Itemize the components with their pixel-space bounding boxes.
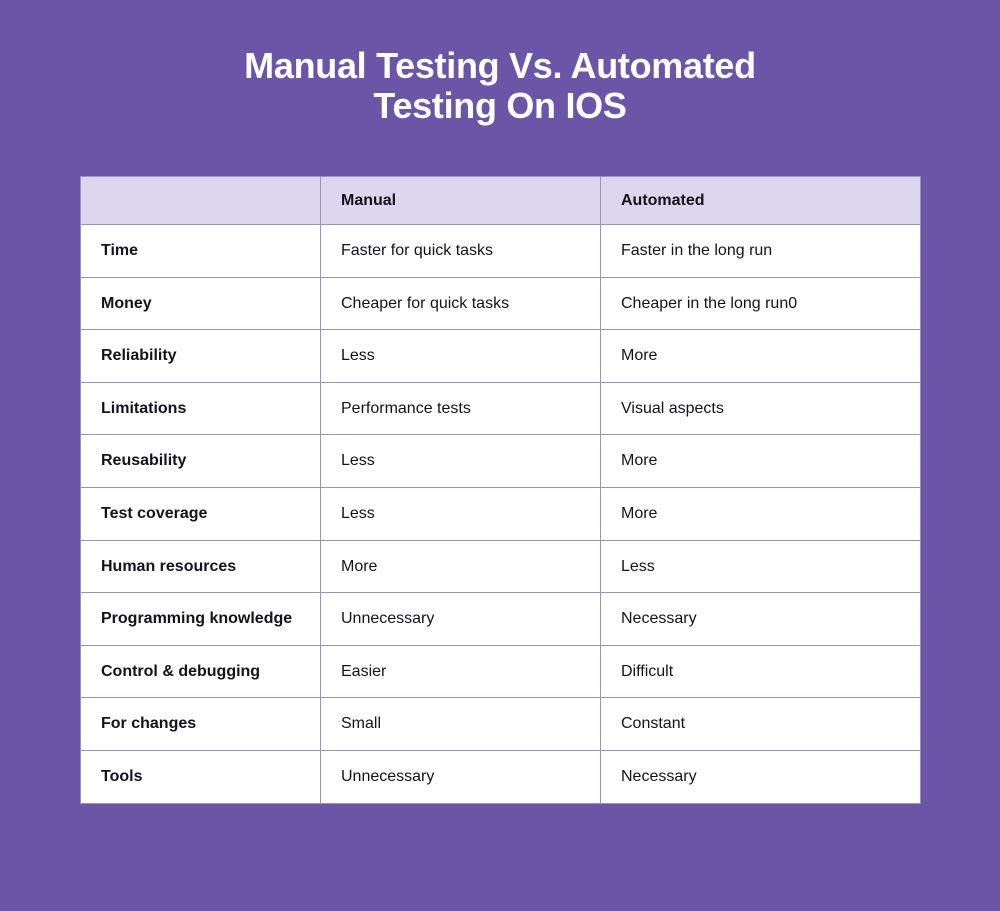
table-header-criterion [81, 177, 321, 225]
row-manual-value: Cheaper for quick tasks [321, 277, 601, 330]
table-body [81, 225, 921, 804]
row-automated-value: Faster in the long run [601, 225, 921, 278]
table-row [81, 540, 921, 593]
row-automated-value: More [601, 330, 921, 383]
row-criterion: Programming knowledge [81, 593, 321, 646]
table-header-automated: Automated [601, 177, 921, 225]
row-automated-value: Necessary [601, 593, 921, 646]
row-criterion: Test coverage [81, 487, 321, 540]
row-automated-value: More [601, 435, 921, 488]
comparison-table-wrapper [80, 176, 920, 804]
table-row [81, 750, 921, 803]
row-criterion: Limitations [81, 382, 321, 435]
row-automated-value: More [601, 487, 921, 540]
row-automated-value: Difficult [601, 645, 921, 698]
table-row [81, 593, 921, 646]
row-automated-value: Visual aspects [601, 382, 921, 435]
row-manual-value: Easier [321, 645, 601, 698]
row-criterion: Control & debugging [81, 645, 321, 698]
page-title [0, 0, 1000, 127]
row-automated-value: Less [601, 540, 921, 593]
page-title-line-2: Testing On IOS [373, 85, 627, 127]
row-criterion: Tools [81, 750, 321, 803]
row-criterion: Reliability [81, 330, 321, 383]
row-manual-value: Less [321, 487, 601, 540]
table-row [81, 225, 921, 278]
row-manual-value: More [321, 540, 601, 593]
row-criterion: Time [81, 225, 321, 278]
comparison-table [80, 176, 921, 804]
table-header-manual: Manual [321, 177, 601, 225]
table-header-row [81, 177, 921, 225]
row-manual-value: Performance tests [321, 382, 601, 435]
row-manual-value: Less [321, 435, 601, 488]
table-row [81, 277, 921, 330]
row-manual-value: Faster for quick tasks [321, 225, 601, 278]
row-criterion: Reusability [81, 435, 321, 488]
row-criterion: Human resources [81, 540, 321, 593]
row-manual-value: Unnecessary [321, 750, 601, 803]
row-manual-value: Unnecessary [321, 593, 601, 646]
table-header [81, 177, 921, 225]
row-criterion: Money [81, 277, 321, 330]
table-row [81, 487, 921, 540]
table-row [81, 435, 921, 488]
row-automated-value: Constant [601, 698, 921, 751]
row-criterion: For changes [81, 698, 321, 751]
row-automated-value: Cheaper in the long run0 [601, 277, 921, 330]
table-row [81, 698, 921, 751]
table-row [81, 330, 921, 383]
row-manual-value: Small [321, 698, 601, 751]
table-row [81, 645, 921, 698]
table-row [81, 382, 921, 435]
page-title-line-1: Manual Testing Vs. Automated [244, 45, 756, 86]
row-automated-value: Necessary [601, 750, 921, 803]
row-manual-value: Less [321, 330, 601, 383]
